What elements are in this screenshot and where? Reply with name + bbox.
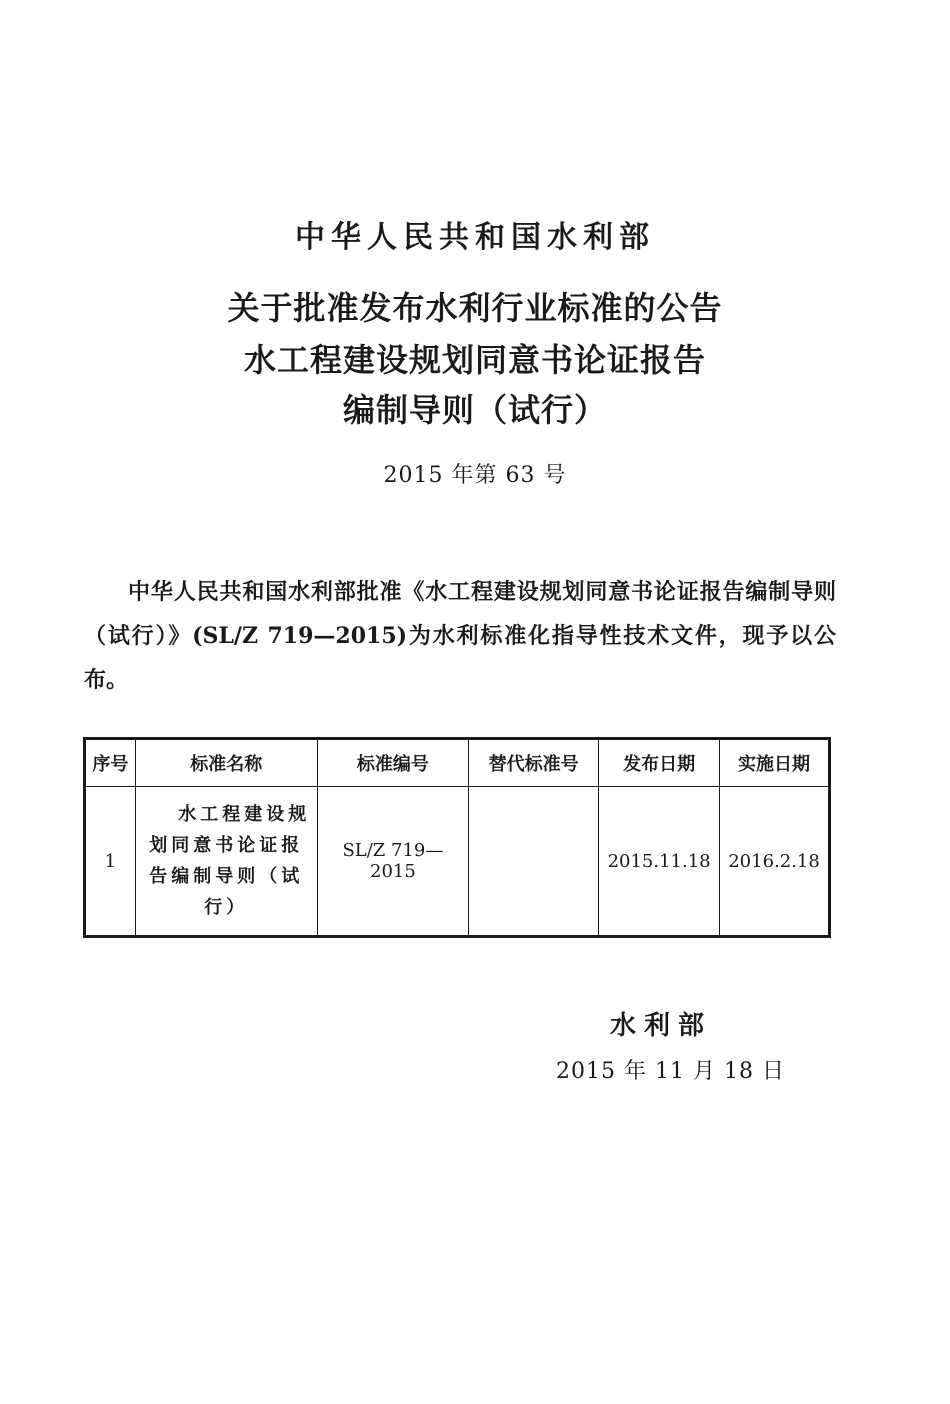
standard-name-line: 行） — [204, 897, 249, 918]
cell-standard-code: SL/Z 719—2015 — [317, 787, 468, 937]
header-replaced-standard: 替代标准号 — [469, 739, 599, 787]
standard-name-line: 告编制导则（试 — [149, 866, 304, 887]
cell-replaced-standard — [469, 787, 599, 937]
header-release-date: 发布日期 — [599, 739, 720, 787]
standard-name-line: 划同意书论证报 — [149, 835, 304, 856]
table-row — [85, 787, 830, 937]
signature-organization: 水利部 — [610, 1011, 713, 1041]
table-header-row — [85, 739, 830, 787]
header-standard-name: 标准名称 — [135, 739, 317, 787]
announcement-body — [84, 570, 836, 702]
announcement-title-line-2: 水工程建设规划同意书论证报告 — [243, 341, 706, 379]
standards-table — [83, 737, 831, 938]
announcement-title-line-3: 编制导则（试行） — [342, 391, 607, 429]
cell-release-date: 2015.11.18 — [599, 787, 720, 937]
document-number: 2015 年第 63 号 — [383, 463, 567, 488]
issuer-heading: 中华人民共和国水利部 — [295, 220, 655, 255]
body-paragraph: 中华人民共和国水利部批准《水工程建设规划同意书论证报告编制导则（试行）》(SL/Z 719—2015)为水利标准化指导性技术文件，现予以公布。 — [84, 579, 836, 693]
standard-name-line: 水工程建设规 — [178, 804, 311, 825]
cell-effective-date: 2016.2.18 — [720, 787, 830, 937]
signature-date: 2015 年 11 月 18 日 — [556, 1059, 785, 1084]
header-index: 序号 — [85, 739, 136, 787]
header-standard-code: 标准编号 — [317, 739, 468, 787]
cell-index: 1 — [85, 787, 136, 937]
cell-standard-name — [135, 787, 317, 937]
announcement-title-line-1: 关于批准发布水利行业标准的公告 — [227, 289, 723, 327]
header-effective-date: 实施日期 — [720, 739, 830, 787]
